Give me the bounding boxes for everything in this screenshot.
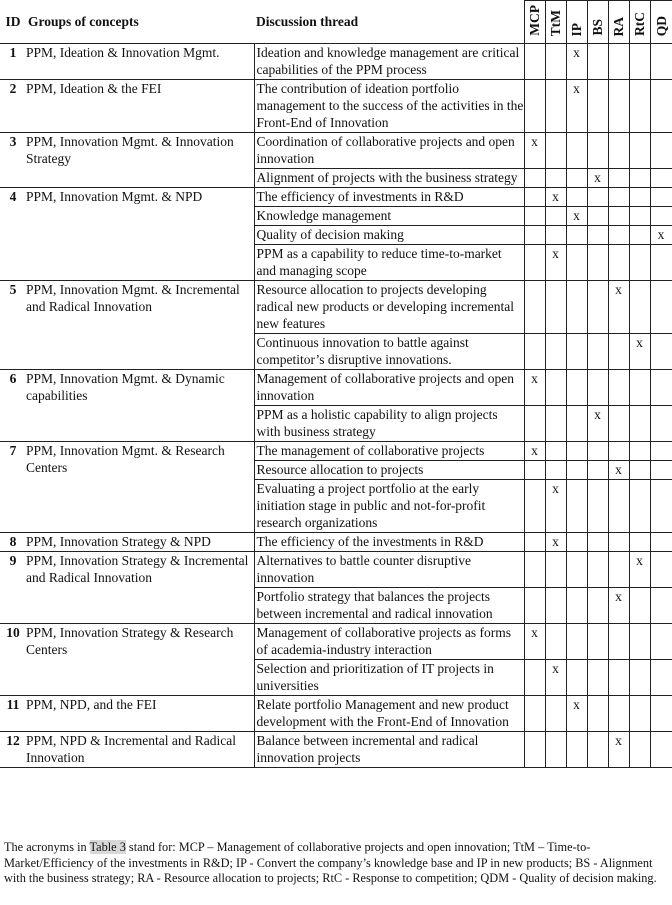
mark-cell-qd [650,624,672,660]
header-discussion: Discussion thread [256,14,359,30]
mark-cell-ra [608,533,629,552]
mark-cell-mcp [524,696,545,732]
mark-cell-ttm [545,169,566,188]
header-col-ra: RA [608,1,629,44]
mark-cell-mcp [524,169,545,188]
table-row [0,281,672,334]
mark-cell-ra [608,624,629,660]
mark-cell-bs [587,480,608,533]
group-id: 10 [0,624,26,696]
group-name: PPM, Innovation Strategy & Research Centers [26,624,254,696]
mark-cell-rtc [629,461,650,480]
mark-cell-bs [587,624,608,660]
mark-cell-rtc: x [629,334,650,370]
mark-cell-ttm [545,588,566,624]
mark-cell-ip [566,334,587,370]
discussion-thread: Quality of decision making [254,226,524,245]
discussion-thread: Alignment of projects with the business strategy [254,169,524,188]
mark-cell-qd [650,188,672,207]
mark-cell-ttm [545,461,566,480]
table-row [0,624,672,660]
mark-cell-rtc [629,406,650,442]
mark-cell-bs [587,80,608,133]
discussion-thread: Resource allocation to projects [254,461,524,480]
mark-cell-ttm [545,80,566,133]
mark-cell-ip: x [566,80,587,133]
mark-cell-bs [587,660,608,696]
mark-cell-ra [608,334,629,370]
caption-after: stand for: MCP – Management of collaborative projects and open innovation; TtM – Time-to-Market/Efficiency of the investments in R&D; IP - Convert the company’s knowledge base and IP in new products; BS - Alignment with the business strategy; RA - Resource allocation to projects; RtC - Response to competition; QDM - Quality of decision making. [4,840,657,886]
mark-cell-qd [650,207,672,226]
group-name: PPM, Ideation & Innovation Mgmt. [26,44,254,80]
discussion-thread: Resource allocation to projects developing radical new products or developing incremental new features [254,281,524,334]
mark-cell-ra [608,226,629,245]
mark-cell-qd [650,334,672,370]
group-name: PPM, Innovation Mgmt. & Dynamic capabilities [26,370,254,442]
mark-cell-mcp [524,334,545,370]
mark-cell-ra [608,207,629,226]
mark-cell-ttm: x [545,660,566,696]
mark-cell-ip [566,624,587,660]
mark-cell-qd [650,80,672,133]
mark-cell-bs: x [587,406,608,442]
mark-cell-ttm [545,281,566,334]
mark-cell-rtc [629,207,650,226]
mark-cell-rtc [629,133,650,169]
discussion-thread: Relate portfolio Management and new product development with the Front-End of Innovation [254,696,524,732]
mark-cell-bs [587,334,608,370]
mark-cell-mcp [524,188,545,207]
mark-cell-bs [587,281,608,334]
discussion-thread: The efficiency of investments in R&D [254,188,524,207]
mark-cell-bs: x [587,169,608,188]
discussion-thread: Continuous innovation to battle against competitor’s disruptive innovations. [254,334,524,370]
mark-cell-ra [608,696,629,732]
mark-cell-rtc [629,442,650,461]
table-header-row [0,1,672,44]
group-name: PPM, Innovation Mgmt. & Incremental and Radical Innovation [26,281,254,370]
mark-cell-ttm [545,442,566,461]
mark-cell-mcp: x [524,370,545,406]
table-caption [4,840,668,887]
group-id: 3 [0,133,26,188]
mark-cell-ra [608,44,629,80]
mark-cell-ra [608,188,629,207]
table-body [0,44,672,768]
mark-cell-bs [587,226,608,245]
mark-cell-ip: x [566,44,587,80]
mark-cell-ip [566,533,587,552]
mark-cell-bs [587,696,608,732]
mark-cell-rtc [629,281,650,334]
group-id: 12 [0,732,26,768]
mark-cell-mcp [524,732,545,768]
mark-cell-qd [650,533,672,552]
mark-cell-rtc [629,480,650,533]
header-col-rtc: RtC [629,1,650,44]
mark-cell-ttm [545,370,566,406]
discussion-thread: Evaluating a project portfolio at the early initiation stage in public and not-for-profit research organizations [254,480,524,533]
mark-cell-bs [587,732,608,768]
mark-cell-ip [566,480,587,533]
mark-cell-mcp [524,44,545,80]
mark-cell-mcp: x [524,442,545,461]
mark-cell-qd [650,461,672,480]
mark-cell-ttm [545,552,566,588]
group-id: 2 [0,80,26,133]
group-id: 8 [0,533,26,552]
group-id: 6 [0,370,26,442]
mark-cell-mcp [524,80,545,133]
mark-cell-ip [566,133,587,169]
mark-cell-ip [566,406,587,442]
mark-cell-ip [566,169,587,188]
discussion-thread: The efficiency of the investments in R&D [254,533,524,552]
mark-cell-rtc [629,732,650,768]
table-row [0,442,672,461]
mark-cell-bs [587,442,608,461]
mark-cell-ttm [545,732,566,768]
mark-cell-ttm [545,624,566,660]
mark-cell-rtc [629,80,650,133]
mark-cell-qd [650,480,672,533]
mark-cell-mcp [524,533,545,552]
mark-cell-rtc [629,660,650,696]
mark-cell-mcp [524,245,545,281]
discussion-thread: Selection and prioritization of IT projects in universities [254,660,524,696]
mark-cell-ra [608,80,629,133]
mark-cell-rtc [629,188,650,207]
group-id: 11 [0,696,26,732]
mark-cell-bs [587,552,608,588]
discussion-thread: Balance between incremental and radical innovation projects [254,732,524,768]
mark-cell-bs [587,461,608,480]
mark-cell-bs [587,370,608,406]
mark-cell-qd [650,660,672,696]
mark-cell-ip: x [566,207,587,226]
table-row [0,44,672,80]
discussion-thread: PPM as a holistic capability to align projects with business strategy [254,406,524,442]
mark-cell-qd [650,245,672,281]
mark-cell-bs [587,588,608,624]
table-row [0,533,672,552]
mark-cell-qd [650,406,672,442]
mark-cell-ip [566,226,587,245]
mark-cell-bs [587,207,608,226]
mark-cell-ip [566,442,587,461]
mark-cell-rtc [629,245,650,281]
mark-cell-ttm [545,207,566,226]
group-id: 9 [0,552,26,624]
mark-cell-bs [587,188,608,207]
mark-cell-qd [650,552,672,588]
mark-cell-ttm: x [545,480,566,533]
mark-cell-rtc [629,169,650,188]
mark-cell-ra: x [608,588,629,624]
group-name: PPM, NPD, and the FEI [26,696,254,732]
caption-table-ref: Table 3 [89,840,126,854]
mark-cell-ip [566,588,587,624]
mark-cell-mcp [524,406,545,442]
mark-cell-ra: x [608,281,629,334]
mark-cell-bs [587,245,608,281]
mark-cell-ip [566,732,587,768]
mark-cell-ra [608,406,629,442]
mark-cell-qd [650,732,672,768]
mark-cell-bs [587,133,608,169]
table-row [0,188,672,207]
mark-cell-bs [587,533,608,552]
table-row [0,370,672,406]
mark-cell-ttm: x [545,533,566,552]
mark-cell-ttm [545,133,566,169]
mark-cell-ip [566,660,587,696]
mark-cell-ttm: x [545,188,566,207]
mark-cell-rtc: x [629,552,650,588]
header-groups: Groups of concepts [28,14,139,30]
mark-cell-ttm [545,334,566,370]
group-name: PPM, Innovation Strategy & NPD [26,533,254,552]
table-row [0,552,672,588]
mark-cell-ra [608,442,629,461]
discussion-thread: The management of collaborative projects [254,442,524,461]
table-row [0,732,672,768]
header-col-ttm: TtM [545,1,566,44]
header-col-qd: QD [650,1,672,44]
discussion-thread: Portfolio strategy that balances the projects between incremental and radical innovation [254,588,524,624]
header-col-ip: IP [566,1,587,44]
mark-cell-mcp [524,226,545,245]
discussion-thread: Knowledge management [254,207,524,226]
mark-cell-ttm [545,696,566,732]
group-id: 7 [0,442,26,533]
group-name: PPM, Ideation & the FEI [26,80,254,133]
mark-cell-qd [650,370,672,406]
mark-cell-ra [608,245,629,281]
discussion-thread: Ideation and knowledge management are critical capabilities of the PPM process [254,44,524,80]
group-name: PPM, Innovation Mgmt. & Research Centers [26,442,254,533]
mark-cell-mcp [524,461,545,480]
mark-cell-rtc [629,370,650,406]
discussion-thread: Coordination of collaborative projects and open innovation [254,133,524,169]
table-row [0,80,672,133]
mark-cell-mcp: x [524,624,545,660]
mark-cell-ra: x [608,732,629,768]
mark-cell-ip [566,188,587,207]
mark-cell-qd [650,169,672,188]
mark-cell-ip [566,370,587,406]
mark-cell-ra [608,552,629,588]
header-col-mcp: MCP [524,1,545,44]
group-id: 1 [0,44,26,80]
caption-before: The acronyms in [4,840,90,854]
discussion-thread: Alternatives to battle counter disruptive innovation [254,552,524,588]
discussion-thread: The contribution of ideation portfolio management to the success of the activities in the Front-End of Innovation [254,80,524,133]
mark-cell-mcp [524,480,545,533]
mark-cell-ttm [545,44,566,80]
mark-cell-rtc [629,696,650,732]
mark-cell-rtc [629,533,650,552]
mark-cell-ip [566,281,587,334]
mark-cell-qd [650,588,672,624]
mark-cell-ttm: x [545,245,566,281]
mark-cell-ra [608,480,629,533]
mark-cell-ip [566,552,587,588]
mark-cell-ra [608,133,629,169]
group-name: PPM, NPD & Incremental and Radical Innovation [26,732,254,768]
mark-cell-rtc [629,624,650,660]
table-row [0,696,672,732]
header-id: ID [5,14,21,30]
mark-cell-mcp [524,207,545,226]
mark-cell-ttm [545,226,566,245]
header-col-bs: BS [587,1,608,44]
mark-cell-qd: x [650,226,672,245]
group-name: PPM, Innovation Mgmt. & NPD [26,188,254,281]
mark-cell-mcp [524,660,545,696]
group-id: 5 [0,281,26,370]
group-name: PPM, Innovation Strategy & Incremental and Radical Innovation [26,552,254,624]
discussion-thread: Management of collaborative projects and open innovation [254,370,524,406]
mark-cell-mcp [524,281,545,334]
mark-cell-ttm [545,406,566,442]
mark-cell-mcp [524,552,545,588]
mark-cell-ra: x [608,461,629,480]
discussion-thread: PPM as a capability to reduce time-to-market and managing scope [254,245,524,281]
mark-cell-rtc [629,226,650,245]
mark-cell-qd [650,696,672,732]
discussion-thread: Management of collaborative projects as forms of academia-industry interaction [254,624,524,660]
mark-cell-ra [608,370,629,406]
mark-cell-rtc [629,588,650,624]
mark-cell-ip [566,461,587,480]
mark-cell-qd [650,44,672,80]
group-id: 4 [0,188,26,281]
mark-cell-mcp: x [524,133,545,169]
mark-cell-mcp [524,588,545,624]
mark-cell-ra [608,660,629,696]
mark-cell-ip: x [566,696,587,732]
mark-cell-ra [608,169,629,188]
mark-cell-bs [587,44,608,80]
mark-cell-qd [650,442,672,461]
group-name: PPM, Innovation Mgmt. & Innovation Strategy [26,133,254,188]
mark-cell-qd [650,281,672,334]
table-row [0,133,672,169]
mark-cell-rtc [629,44,650,80]
mark-cell-qd [650,133,672,169]
mark-cell-ip [566,245,587,281]
